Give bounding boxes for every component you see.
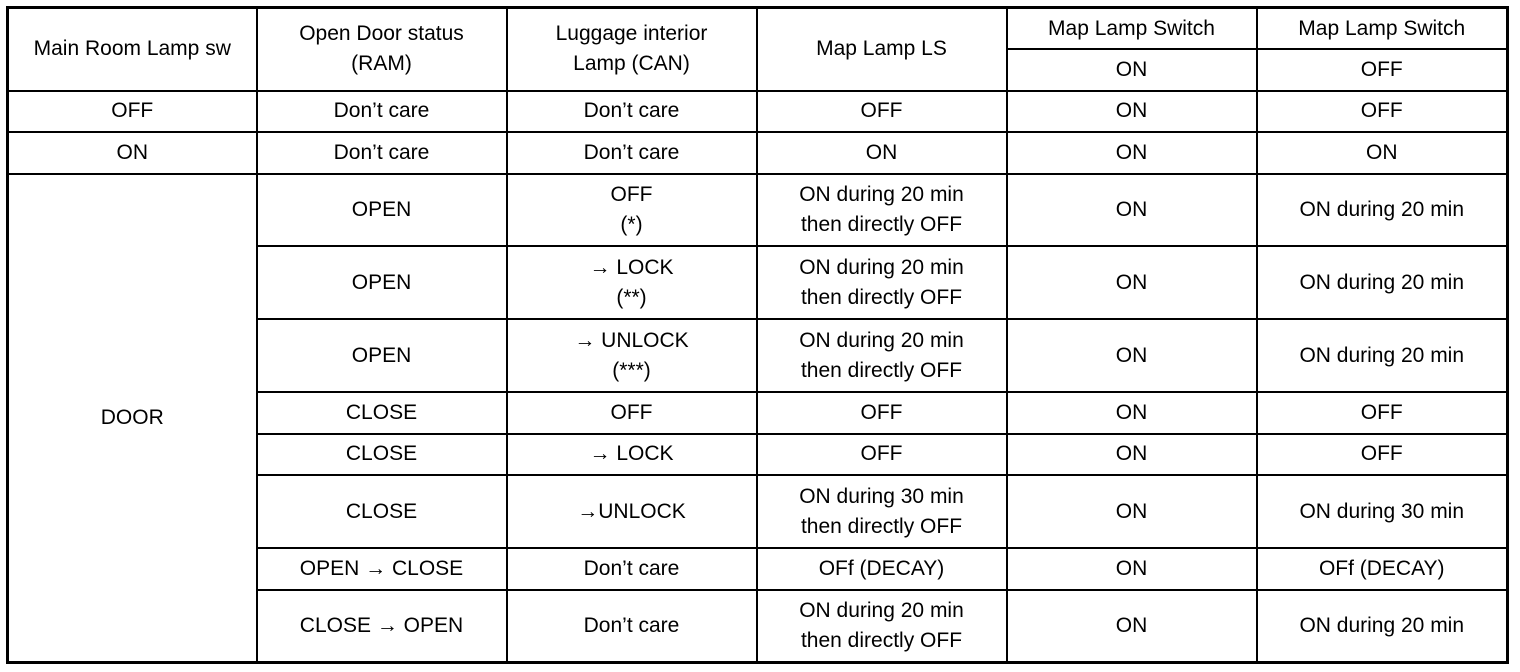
cell-switch-off: ON during 20 min: [1257, 246, 1508, 319]
cell-switch-on: ON: [1007, 174, 1257, 247]
table-row: [8, 132, 1508, 174]
cell-map-lamp-ls: OFf (DECAY): [757, 548, 1007, 590]
cell-luggage: Don’t care: [507, 590, 757, 663]
cell-door-status: OPEN: [257, 174, 507, 247]
cell-map-lamp-ls: ON during 20 min then directly OFF: [757, 246, 1007, 319]
cell-switch-on: ON: [1007, 392, 1257, 434]
cell-map-lamp-ls: ON during 20 min then directly OFF: [757, 174, 1007, 247]
cell-main-room-lamp: OFF: [8, 91, 257, 133]
cell-map-lamp-ls: ON during 20 min then directly OFF: [757, 319, 1007, 392]
cell-switch-off: OFf (DECAY): [1257, 548, 1508, 590]
cell-luggage: →UNLOCK: [507, 475, 757, 548]
header-main-room-lamp-sw: Main Room Lamp sw: [8, 8, 257, 91]
header-luggage-interior-lamp: Luggage interior Lamp (CAN): [507, 8, 757, 91]
table-row: [8, 91, 1508, 133]
cell-luggage: OFF: [507, 392, 757, 434]
cell-door-status: CLOSE: [257, 392, 507, 434]
cell-map-lamp-ls: ON: [757, 132, 1007, 174]
cell-luggage: → LOCK (**): [507, 246, 757, 319]
cell-map-lamp-ls: OFF: [757, 392, 1007, 434]
lamp-behavior-table: [6, 6, 1509, 664]
cell-switch-off: OFF: [1257, 434, 1508, 476]
header-map-lamp-switch-a: Map Lamp Switch: [1007, 8, 1257, 50]
cell-luggage: Don’t care: [507, 91, 757, 133]
cell-switch-off: ON: [1257, 132, 1508, 174]
cell-switch-on: ON: [1007, 246, 1257, 319]
cell-map-lamp-ls: OFF: [757, 91, 1007, 133]
cell-switch-on: ON: [1007, 548, 1257, 590]
cell-luggage: Don’t care: [507, 132, 757, 174]
header-switch-on-state: ON: [1007, 49, 1257, 91]
cell-door-status: CLOSE: [257, 434, 507, 476]
cell-map-lamp-ls: ON during 20 min then directly OFF: [757, 590, 1007, 663]
cell-luggage: OFF (*): [507, 174, 757, 247]
cell-main-room-lamp-door: DOOR: [8, 174, 257, 663]
cell-switch-on: ON: [1007, 319, 1257, 392]
cell-switch-off: ON during 20 min: [1257, 590, 1508, 663]
table-row: [8, 174, 1508, 247]
cell-luggage: → LOCK: [507, 434, 757, 476]
cell-door-status: OPEN: [257, 246, 507, 319]
cell-switch-off: ON during 30 min: [1257, 475, 1508, 548]
header-map-lamp-switch-b: Map Lamp Switch: [1257, 8, 1508, 50]
cell-door-status: Don’t care: [257, 132, 507, 174]
header-row: [8, 8, 1508, 50]
cell-door-status: OPEN: [257, 319, 507, 392]
cell-main-room-lamp: ON: [8, 132, 257, 174]
cell-switch-off: OFF: [1257, 91, 1508, 133]
cell-luggage: Don’t care: [507, 548, 757, 590]
cell-switch-on: ON: [1007, 132, 1257, 174]
cell-door-status: OPEN → CLOSE: [257, 548, 507, 590]
cell-switch-on: ON: [1007, 434, 1257, 476]
cell-door-status: CLOSE: [257, 475, 507, 548]
cell-switch-on: ON: [1007, 91, 1257, 133]
cell-switch-on: ON: [1007, 590, 1257, 663]
cell-map-lamp-ls: ON during 30 min then directly OFF: [757, 475, 1007, 548]
cell-door-status: Don’t care: [257, 91, 507, 133]
header-switch-off-state: OFF: [1257, 49, 1508, 91]
header-map-lamp-ls: Map Lamp LS: [757, 8, 1007, 91]
header-open-door-status: Open Door status (RAM): [257, 8, 507, 91]
cell-door-status: CLOSE → OPEN: [257, 590, 507, 663]
cell-switch-off: ON during 20 min: [1257, 319, 1508, 392]
cell-switch-off: OFF: [1257, 392, 1508, 434]
cell-luggage: → UNLOCK (***): [507, 319, 757, 392]
cell-switch-on: ON: [1007, 475, 1257, 548]
cell-map-lamp-ls: OFF: [757, 434, 1007, 476]
cell-switch-off: ON during 20 min: [1257, 174, 1508, 247]
